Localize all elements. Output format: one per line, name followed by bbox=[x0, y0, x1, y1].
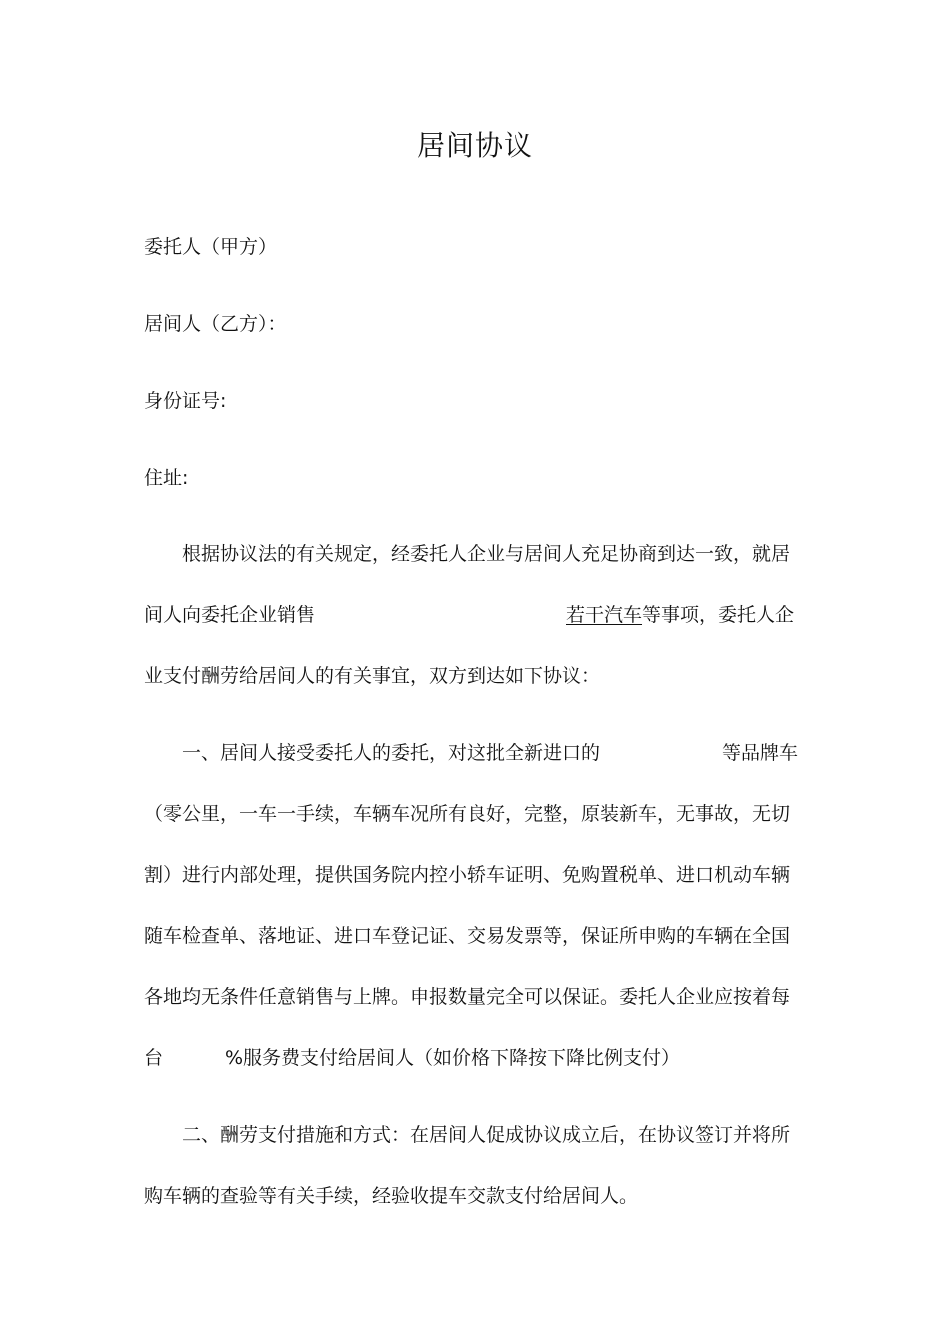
document-title: 居间协议 bbox=[416, 129, 533, 162]
intermediary-label: 居间人（乙方）： bbox=[144, 313, 287, 335]
clause1-line-5: 各地均无条件任意销售与上牌。申报数量完全可以保证。委托人企业应按着每 bbox=[144, 986, 791, 1008]
intro-line-2-right: 等事项，委托人企 bbox=[642, 604, 795, 626]
clause1-line-3: 割）进行内部处理，提供国务院内控小轿车证明、免购置税单、进口机动车辆 bbox=[144, 864, 791, 886]
clause2-line-1: 二、酬劳支付措施和方式：在居间人促成协议成立后，在协议签订并将所 bbox=[182, 1124, 791, 1146]
clause2-line-2: 购车辆的查验等有关手续，经验收提车交款支付给居间人。 bbox=[144, 1185, 639, 1207]
intro-line-1: 根据协议法的有关规定，经委托人企业与居间人充足协商到达一致，就居 bbox=[182, 543, 791, 565]
clause1-line-2: （零公里，一车一手续，车辆车况所有良好，完整，原装新车，无事故，无切 bbox=[144, 803, 791, 825]
intro-line-2-underlined: 若干汽车 bbox=[566, 604, 643, 626]
intro-line-2-left: 间人向委托企业销售 bbox=[144, 604, 316, 626]
address-label: 住址: bbox=[144, 467, 189, 489]
id-number-label: 身份证号: bbox=[144, 390, 227, 412]
clause1-line-6-right: %服务费支付给居间人（如价格下降按下降比例支付） bbox=[225, 1047, 681, 1069]
clause1-line-1-right: 等品牌车 bbox=[722, 742, 799, 764]
intro-line-3: 业支付酬劳给居间人的有关事宜，双方到达如下协议： bbox=[144, 665, 601, 687]
clause1-line-1-left: 一、居间人接受委托人的委托，对这批全新进口的 bbox=[182, 742, 601, 764]
clause1-line-4: 随车检查单、落地证、进口车登记证、交易发票等，保证所申购的车辆在全国 bbox=[144, 925, 791, 947]
principal-label: 委托人（甲方） bbox=[144, 236, 278, 258]
clause1-line-6-left: 台 bbox=[144, 1047, 164, 1069]
